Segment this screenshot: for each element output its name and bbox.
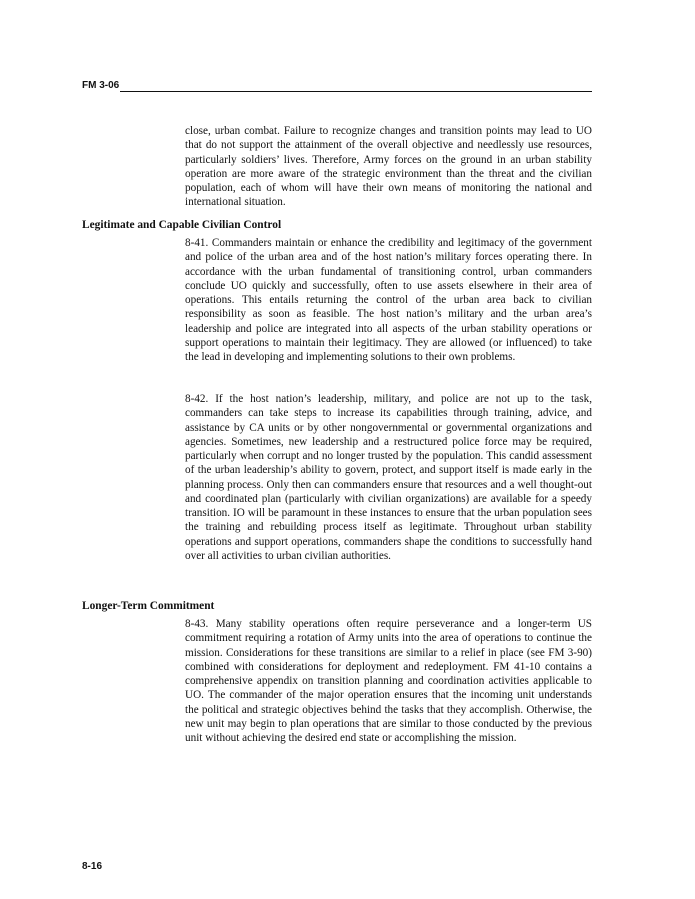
running-header	[82, 80, 592, 94]
paragraph-8-42: 8-42. If the host nation’s leadership, military, and police are not up to the task, commanders can take steps to increase its capabilities through training, advice, and assistance by CA units or by other nongovernmental or governmental organizations and agencies. Sometimes, new leadership and a restructured police force may be required, particularly when corrupt and no longer trusted by the population. This candid assessment of the urban leadership’s ability to govern, protect, and support itself is made early in the planning process. Only then can commanders ensure that resources and a well thought-out and coordinated plan (particularly with civilian organizations) are available for a speedy transition. IO will be paramount in these instances to ensure that the urban population sees the training and rebuilding process itself as legitimate. Throughout urban stability operations and support operations, commanders shape the conditions to successfully hand over all activities to urban civilian authorities.	[185, 393, 592, 562]
page-number: 8-16	[82, 861, 103, 872]
paragraph-8-43: 8-43. Many stability operations often require perseverance and a longer-term US commitment requiring a rotation of Army units into the area of operations to continue the mission. Considerations for these transitions are similar to a relief in place (see FM 3-90) combined with considerations for deployment and redeployment. FM 41-10 contains a comprehensive appendix on transition planning and coordination activities applicable to UO. The commander of the major operation ensures that the incoming unit understands the political and strategic objectives behind the tasks that they accomplish. Otherwise, the new unit may begin to plan operations that are similar to those conducted by the previous unit without achieving the desired end state or accomplishing the mission.	[185, 618, 592, 744]
paragraph-8-41: 8-41. Commanders maintain or enhance the credibility and legitimacy of the government and police of the urban area and of the host nation’s military forces operating there. In accordance with the urban fundamental of transitioning control, urban commanders conclude UO quickly and successfully, often to use assets elsewhere in their area of operations. This entails returning the control of the urban area back to civilian responsibility as soon as feasible. The host nation’s military and the urban area’s leadership and police are integrated into all aspects of the urban stability operations or support operations to maintain their legitimacy. They are allowed (or influenced) to take the lead in developing and implementing solutions to their own problems.	[185, 237, 592, 363]
continuation-paragraph: close, urban combat. Failure to recognize changes and transition points may lead to UO that do not support the attainment of the overall objective and needlessly use resources, particularly soldiers’ lives. Therefore, Army forces on the ground in an urban stability operation are more aware of the strategic environment than the threat and the civilian population, each of whom will have their own means of monitoring the national and international situation.	[185, 125, 592, 209]
section-heading-civilian-control: Legitimate and Capable Civilian Control	[82, 219, 282, 231]
section-heading-longer-term: Longer-Term Commitment	[82, 600, 215, 612]
manual-id: FM 3-06	[82, 80, 120, 91]
header-rule	[120, 91, 592, 92]
